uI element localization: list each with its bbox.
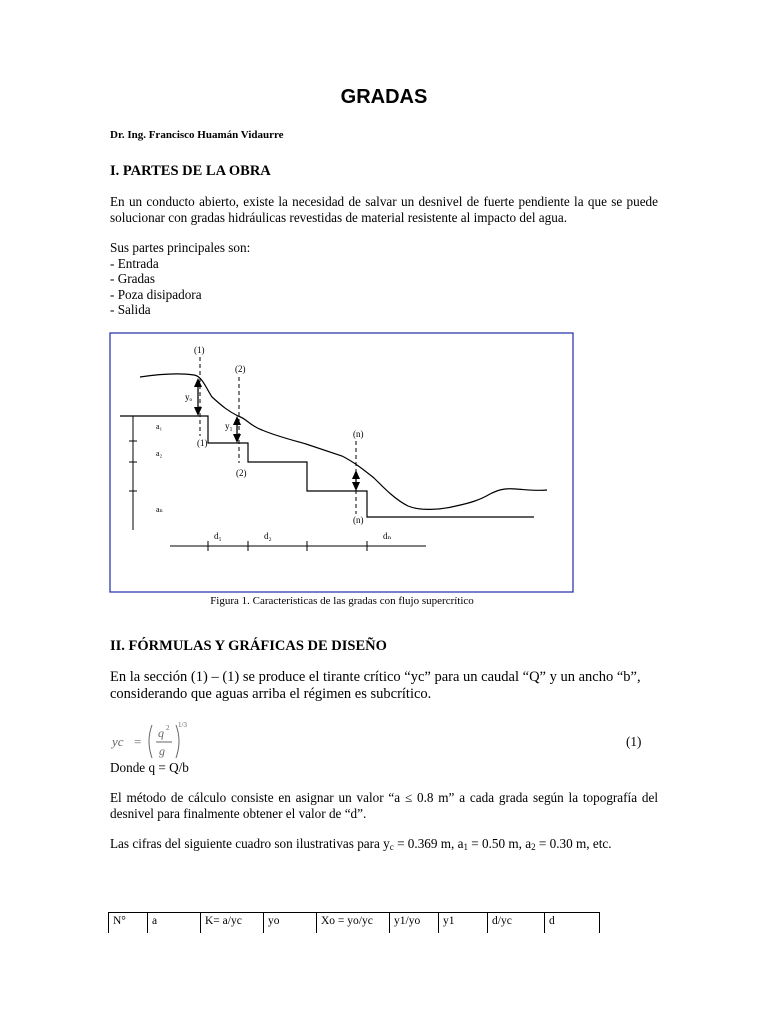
section-2-paragraph: En la sección (1) – (1) se produce el tirante crítico “yc” para un caudal “Q” y un ancho “b”, considerando que aguas arriba el régimen es subcrítico. [110,669,641,702]
cifras-line: Las cifras del siguiente cuadro son ilustrativas para $y_c = 0.369$ m, $a_1 = 0.50$ m, $a_2 = 0.30$ m, etc. [110,836,612,852]
formula-numerator: q [158,726,164,740]
table-header-cell: y1/yo [390,913,439,934]
parts-list-intro: Sus partes principales son: [110,240,251,255]
list-item-entrada: - Entrada [110,256,159,271]
critical-depth-formula [108,718,208,764]
author-line: Dr. Ing. Francisco Huamán Vidaurre [110,129,284,141]
label-y1: y₁ [225,421,233,431]
table-header-cell: a [148,913,201,934]
label-sec1-top: (1) [194,345,205,355]
table-header-cell: d/yc [488,913,545,934]
label-a1: a₁ [156,422,163,431]
label-dn: dₙ [383,531,392,541]
list-item-salida: - Salida [110,302,151,317]
formula-lhs: yc [112,734,124,749]
depth-arrow-yn [352,470,360,491]
label-an: aₙ [156,505,164,514]
table-header-cell: y1 [439,913,488,934]
label-secn-bottom: (n) [353,515,364,525]
section-1-heading: I. PARTES DE LA OBRA [110,163,271,179]
list-item-gradas: - Gradas [110,271,156,286]
figure-frame [110,333,573,592]
formula-num-exponent: 2 [166,724,170,732]
table-header-cell: K= a/yc [201,913,264,934]
label-d1: d₁ [214,531,222,541]
label-sec1-bottom: (1) [197,438,208,448]
depth-arrow-y0 [194,378,202,416]
method-paragraph: El método de cálculo consiste en asignar un valor “a ≤ 0.8 m” a cada grada según la topografía del desnivel para finalmente obtener el valor de “d”. [110,790,658,821]
label-a2: a₂ [156,449,163,458]
table-header-row [109,913,600,934]
label-d2: d₂ [264,531,272,541]
label-secn-top: (n) [353,429,364,439]
document-title: GRADAS [340,86,428,108]
table-header-cell: Xo = yo/yc [317,913,390,934]
results-table [108,912,600,933]
section-2-heading: II. FÓRMULAS Y GRÁFICAS DE DISEÑO [110,638,387,654]
label-y0: yₒ [185,392,193,402]
formula-denominator: g [159,744,165,758]
formula-number: (1) [626,734,642,749]
donde-line: Donde q = Q/b [110,760,189,775]
label-sec2-top: (2) [235,364,246,374]
figure-caption: Figura 1. Características de las gradas con flujo supercrítico [210,595,474,607]
section-1-paragraph: En un conducto abierto, existe la necesidad de salvar un desnivel de fuerte pendiente la que se puede solucionar con gradas hidráulicas revestidas de material resistente al impacto del agua. [110,194,658,225]
table-header-cell: yo [264,913,317,934]
formula-equals: = [134,734,142,749]
list-item-poza: - Poza disipadora [110,287,202,302]
label-sec2-bottom: (2) [236,468,247,478]
formula-outer-exponent: 1/3 [178,721,187,729]
depth-arrow-y1 [233,416,241,443]
table-header-cell: d [545,913,600,934]
table-header-cell: N° [109,913,148,934]
